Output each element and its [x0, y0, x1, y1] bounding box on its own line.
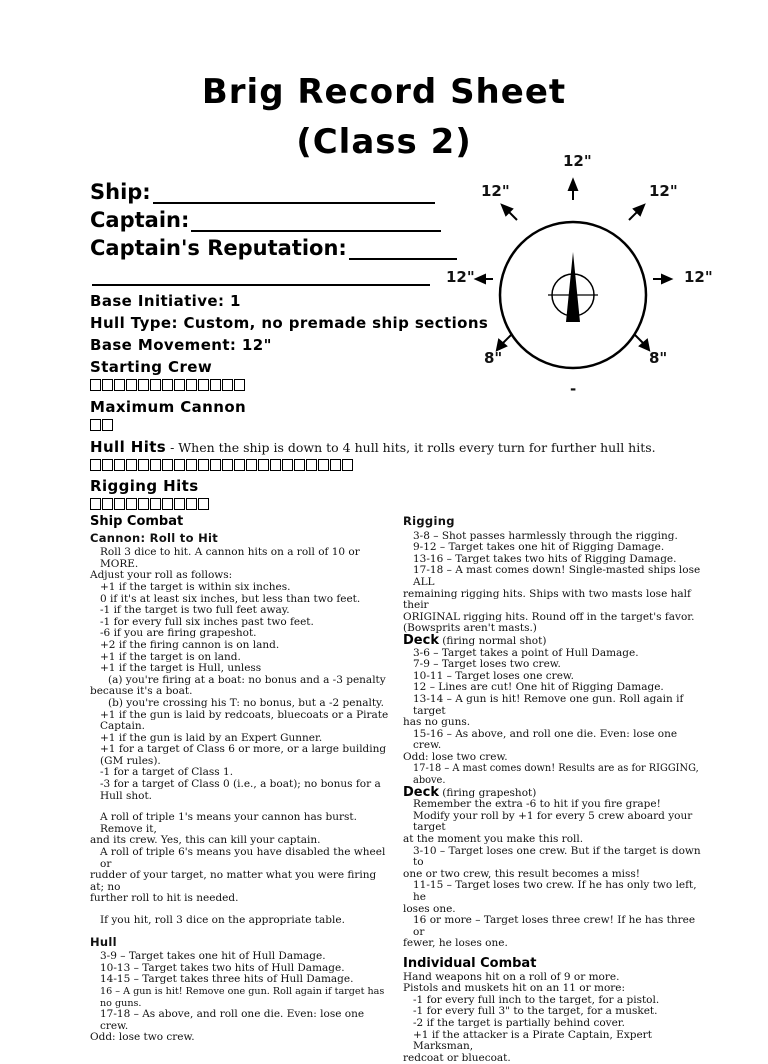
ship-combat-heading: Ship Combat: [90, 514, 184, 529]
hull-hits-label: Hull Hits: [90, 438, 167, 456]
hull-type: Hull Type: Custom, no premade ship sections: [90, 314, 489, 332]
sheet-subtitle: (Class 2): [296, 122, 472, 162]
captain-name-line[interactable]: [191, 212, 441, 232]
starting-crew-label: Starting Crew: [90, 358, 213, 376]
deck-line: has no guns.: [403, 716, 471, 729]
deck-heading: Deck: [403, 632, 439, 648]
cannon-heading: Cannon: Roll to Hit: [90, 530, 219, 545]
captain-field[interactable]: [90, 208, 441, 232]
hull-line: 14-15 – Target takes three hits of Hull Damage.: [100, 973, 354, 986]
deck-line: 10-11 – Target loses one crew.: [413, 669, 574, 682]
grape-line: Modify your roll by +1 for every 5 crew aboard your target: [413, 809, 693, 834]
cannon-line: -6 if you are firing grapeshot.: [100, 627, 257, 640]
cannon-line: +1 if the gun is laid by an Expert Gunner.: [100, 731, 323, 744]
extra-line[interactable]: [92, 266, 430, 286]
ship-label: Ship:: [90, 180, 151, 204]
individual-line: Pistols and muskets hit on an 11 or more:: [403, 982, 626, 995]
reputation-line[interactable]: [349, 240, 457, 260]
deck-note: (firing normal shot): [438, 634, 547, 647]
cannon-line: +2 if the firing cannon is on land.: [100, 638, 280, 651]
starting-crew-boxes[interactable]: [90, 379, 246, 391]
ship-name-line[interactable]: [153, 184, 435, 204]
movement-compass: [478, 170, 678, 390]
deck-line: Odd: lose two crew.: [403, 750, 508, 763]
rigging-line: 13-16 – Target takes two hits of Rigging Damage.: [413, 552, 677, 565]
hull-line: Odd: lose two crew.: [90, 1031, 195, 1044]
cannon-line: +1 if the target is within six inches.: [100, 580, 291, 593]
hull-line: 17-18 – As above, and roll one die. Even: lose one crew.: [100, 1008, 365, 1032]
cannon-line: +1 if the target is on land.: [100, 650, 241, 663]
base-initiative: Base Initiative: 1: [90, 292, 241, 310]
rigging-hits-boxes[interactable]: [90, 498, 210, 510]
compass-label-bottom: -: [570, 380, 577, 398]
deck-line: 15-16 – As above, and roll one die. Even: lose one crew.: [413, 727, 678, 752]
hull-line: 16 – A gun is hit! Remove one gun. Roll again if target has no guns.: [100, 985, 385, 1009]
rigging-heading: Rigging: [403, 514, 455, 528]
maximum-cannon-boxes[interactable]: [90, 419, 114, 431]
compass-label-lower-right: 8": [649, 349, 668, 367]
cannon-line: because it's a boat.: [90, 685, 193, 698]
cannon-line: Roll 3 dice to hit. A cannon hits on a roll of 10 or MORE.: [100, 546, 360, 570]
individual-line: +1 if the attacker is a Pirate Captain, Expert Marksman,: [413, 1028, 652, 1053]
cannon-line: -1 if the target is two full feet away.: [100, 604, 290, 617]
cannon-line: +1 if the gun is laid by redcoats, bluecoats or a Pirate Captain.: [100, 708, 389, 733]
individual-line: -1 for every full 3" to the target, for a musket.: [413, 1005, 658, 1018]
rigging-line: 3-8 – Shot passes harmlessly through the rigging.: [413, 529, 678, 542]
maximum-cannon-label: Maximum Cannon: [90, 398, 247, 416]
cannon-line: -1 for every full six inches past two feet.: [100, 615, 314, 628]
hull-hits-row: [90, 438, 656, 456]
wheel-text: A roll of triple 6's means you have disabled the wheel or: [100, 846, 386, 870]
grape-heading: Deck: [403, 784, 439, 800]
grape-line: fewer, he loses one.: [403, 937, 508, 950]
rigging-line: (Bowsprits aren't masts.): [403, 622, 537, 635]
reputation-label: Captain's Reputation:: [90, 236, 347, 260]
cannon-line: 0 if it's at least six inches, but less than two feet.: [100, 592, 361, 605]
cannon-line: (a) you're firing at a boat: no bonus and a -3 penalty: [108, 673, 386, 686]
burst-text: and its crew. Yes, this can kill your captain.: [90, 834, 321, 847]
cannon-line: Adjust your roll as follows:: [90, 569, 233, 582]
sheet-title: Brig Record Sheet: [201, 72, 567, 112]
cannon-line: (b) you're crossing his T: no bonus, but a -2 penalty.: [108, 696, 384, 709]
cannon-line: -3 for a target of Class 0 (i.e., a boat); no bonus for a Hull shot.: [100, 778, 381, 802]
grape-line: 16 or more – Target loses three crew! If he has three or: [413, 914, 696, 938]
grape-line: Remember the extra -6 to hit if you fire grape!: [413, 798, 661, 811]
deck-heading-row: [403, 632, 703, 648]
grape-line: 3-10 – Target loses one crew. But if the target is down to: [413, 844, 701, 869]
grape-line: one or two crew, this result becomes a miss!: [403, 867, 641, 880]
individual-line: Hand weapons hit on a roll of 9 or more.: [403, 970, 620, 983]
cannon-line: -1 for a target of Class 1.: [100, 766, 234, 779]
hull-hits-boxes[interactable]: [90, 459, 354, 471]
deck-line: 13-14 – A gun is hit! Remove one gun. Roll again if target: [413, 692, 684, 717]
cannon-line: +1 for a target of Class 6 or more, or a large building (GM rules).: [100, 743, 387, 767]
individual-line: -1 for every full inch to the target, for a pistol.: [413, 993, 660, 1006]
if-hit-text: If you hit, roll 3 dice on the appropriate table.: [100, 914, 345, 926]
individual-line: redcoat or bluecoat.: [403, 1051, 511, 1064]
compass-label-upper-right: 12": [649, 182, 678, 200]
ship-heading-marker: [566, 252, 580, 322]
deck-line: 3-6 – Target takes a point of Hull Damage.: [413, 646, 639, 659]
compass-label-top: 12": [563, 152, 592, 170]
compass-label-right: 12": [684, 268, 713, 286]
grape-note: (firing grapeshot): [438, 786, 537, 799]
captain-label: Captain:: [90, 208, 190, 232]
rigging-line: ORIGINAL rigging hits. Round off in the target's favor.: [403, 610, 695, 623]
grape-line: 11-15 – Target loses two crew. If he has only two left, he: [413, 879, 697, 903]
hull-line: 3-9 – Target takes one hit of Hull Damage.: [100, 950, 326, 963]
compass-label-left: 12": [446, 268, 475, 286]
ship-field[interactable]: [90, 180, 435, 204]
damage-tables-column: [403, 516, 703, 1064]
compass-label-upper-left: 12": [481, 182, 510, 200]
rigging-line: 17-18 – A mast comes down! Single-masted ships lose ALL: [413, 564, 701, 588]
rigging-hits-label: Rigging Hits: [90, 477, 199, 495]
rigging-line: remaining rigging hits. Ships with two masts lose half their: [403, 587, 691, 612]
individual-line: -2 if the target is partially behind cover.: [413, 1016, 626, 1029]
individual-combat-heading: Individual Combat: [403, 955, 537, 971]
base-movement: Base Movement: 12": [90, 336, 272, 354]
ship-combat-column: [90, 516, 390, 1044]
grape-line: at the moment you make this roll.: [403, 833, 584, 846]
hull-heading: Hull: [90, 934, 117, 949]
reputation-field[interactable]: [90, 236, 457, 260]
burst-text: A roll of triple 1's means your cannon has burst. Remove it,: [100, 811, 357, 835]
deck-line: 7-9 – Target loses two crew.: [413, 658, 561, 671]
hull-line: 10-13 – Target takes two hits of Hull Damage.: [100, 961, 345, 974]
hull-hits-note: - When the ship is down to 4 hull hits, it rolls every turn for further hull hits.: [166, 440, 656, 455]
wheel-text: rudder of your target, no matter what you were firing at; no: [90, 869, 377, 893]
rigging-line: 9-12 – Target takes one hit of Rigging Damage.: [413, 541, 665, 554]
compass-label-lower-left: 8": [484, 349, 503, 367]
deck-line: 12 – Lines are cut! One hit of Rigging Damage.: [413, 681, 664, 694]
deck-line: 17-18 – A mast comes down! Results are as for RIGGING, above.: [413, 763, 699, 787]
cannon-line: +1 if the target is Hull, unless: [100, 662, 262, 675]
grape-line: loses one.: [403, 902, 456, 915]
wheel-text: further roll to hit is needed.: [90, 892, 239, 905]
extra-field[interactable]: [90, 266, 430, 286]
